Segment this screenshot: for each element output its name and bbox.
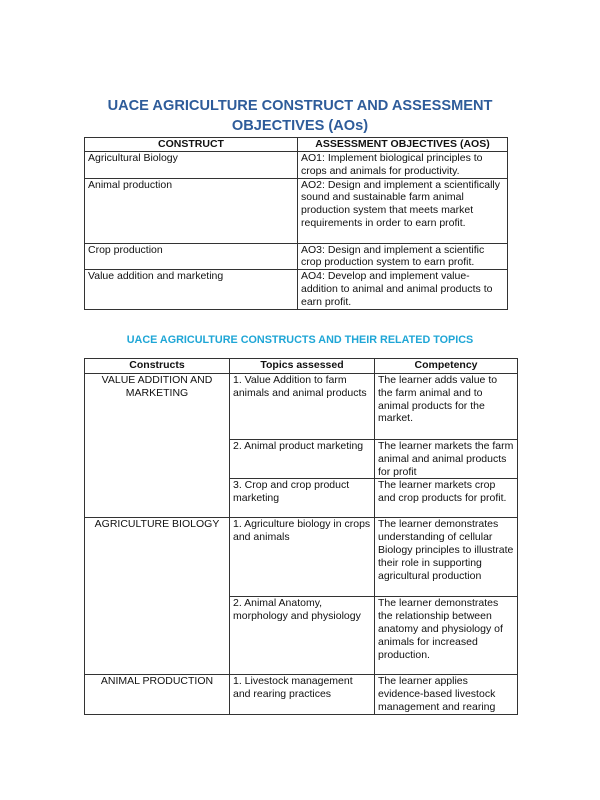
- table-row: [85, 243, 508, 270]
- topic-cell: 1. Agriculture biology in crops and animals: [230, 518, 375, 597]
- table-row: [85, 374, 518, 440]
- construct-cell: Agricultural Biology: [85, 152, 298, 179]
- assessment-objectives-table: [84, 137, 508, 310]
- objective-cell: AO2: Design and implement a scientifically sound and sustainable farm animal production system that meets market requirements in order to earn profit.: [298, 178, 508, 243]
- competency-cell: The learner adds value to the farm animal and to animal products for the market.: [375, 374, 518, 440]
- topic-cell: 1. Value Addition to farm animals and animal products: [230, 374, 375, 440]
- objective-cell: AO4: Develop and implement value-addition to animal and animal products to earn profit.: [298, 270, 508, 309]
- objective-cell: AO1: Implement biological principles to crops and animals for productivity.: [298, 152, 508, 179]
- topic-cell: 1. Livestock management and rearing practices: [230, 675, 375, 715]
- construct-cell: Crop production: [85, 243, 298, 270]
- table-row: [85, 518, 518, 597]
- constructs-topics-table: [84, 358, 518, 715]
- competency-cell: The learner markets crop and crop products for profit.: [375, 479, 518, 518]
- section-subtitle: UACE AGRICULTURE CONSTRUCTS AND THEIR RELATED TOPICS: [126, 334, 474, 346]
- objective-cell: AO3: Design and implement a scientific crop production system to earn profit.: [298, 243, 508, 270]
- construct-cell: ANIMAL PRODUCTION: [85, 675, 230, 715]
- table-row: [85, 675, 518, 715]
- competency-cell: The learner demonstrates the relationship between anatomy and physiology of animals for increased production.: [375, 597, 518, 675]
- topic-cell: 3. Crop and crop product marketing: [230, 479, 375, 518]
- table-row: [85, 270, 508, 309]
- table-row: [85, 152, 508, 179]
- column-header-topics: Topics assessed: [230, 359, 375, 374]
- column-header-constructs: Constructs: [85, 359, 230, 374]
- table-header-row: [85, 138, 508, 152]
- construct-cell: Animal production: [85, 178, 298, 243]
- construct-cell: AGRICULTURE BIOLOGY: [85, 518, 230, 675]
- page-title: UACE AGRICULTURE CONSTRUCT AND ASSESSMENT OBJECTIVES (AOs): [107, 98, 493, 134]
- column-header-objectives: ASSESSMENT OBJECTIVES (AOS): [298, 138, 508, 152]
- construct-cell: Value addition and marketing: [85, 270, 298, 309]
- column-header-construct: CONSTRUCT: [85, 138, 298, 152]
- table-row: [85, 178, 508, 243]
- topic-cell: 2. Animal Anatomy, morphology and physiology: [230, 597, 375, 675]
- column-header-competency: Competency: [375, 359, 518, 374]
- competency-cell: The learner markets the farm animal and animal products for profit: [375, 440, 518, 479]
- construct-cell: VALUE ADDITION AND MARKETING: [85, 374, 230, 518]
- table-header-row: [85, 359, 518, 374]
- competency-cell: The learner applies evidence-based livestock management and rearing: [375, 675, 518, 715]
- topic-cell: 2. Animal product marketing: [230, 440, 375, 479]
- competency-cell: The learner demonstrates understanding of cellular Biology principles to illustrate their role in supporting agricultural production: [375, 518, 518, 597]
